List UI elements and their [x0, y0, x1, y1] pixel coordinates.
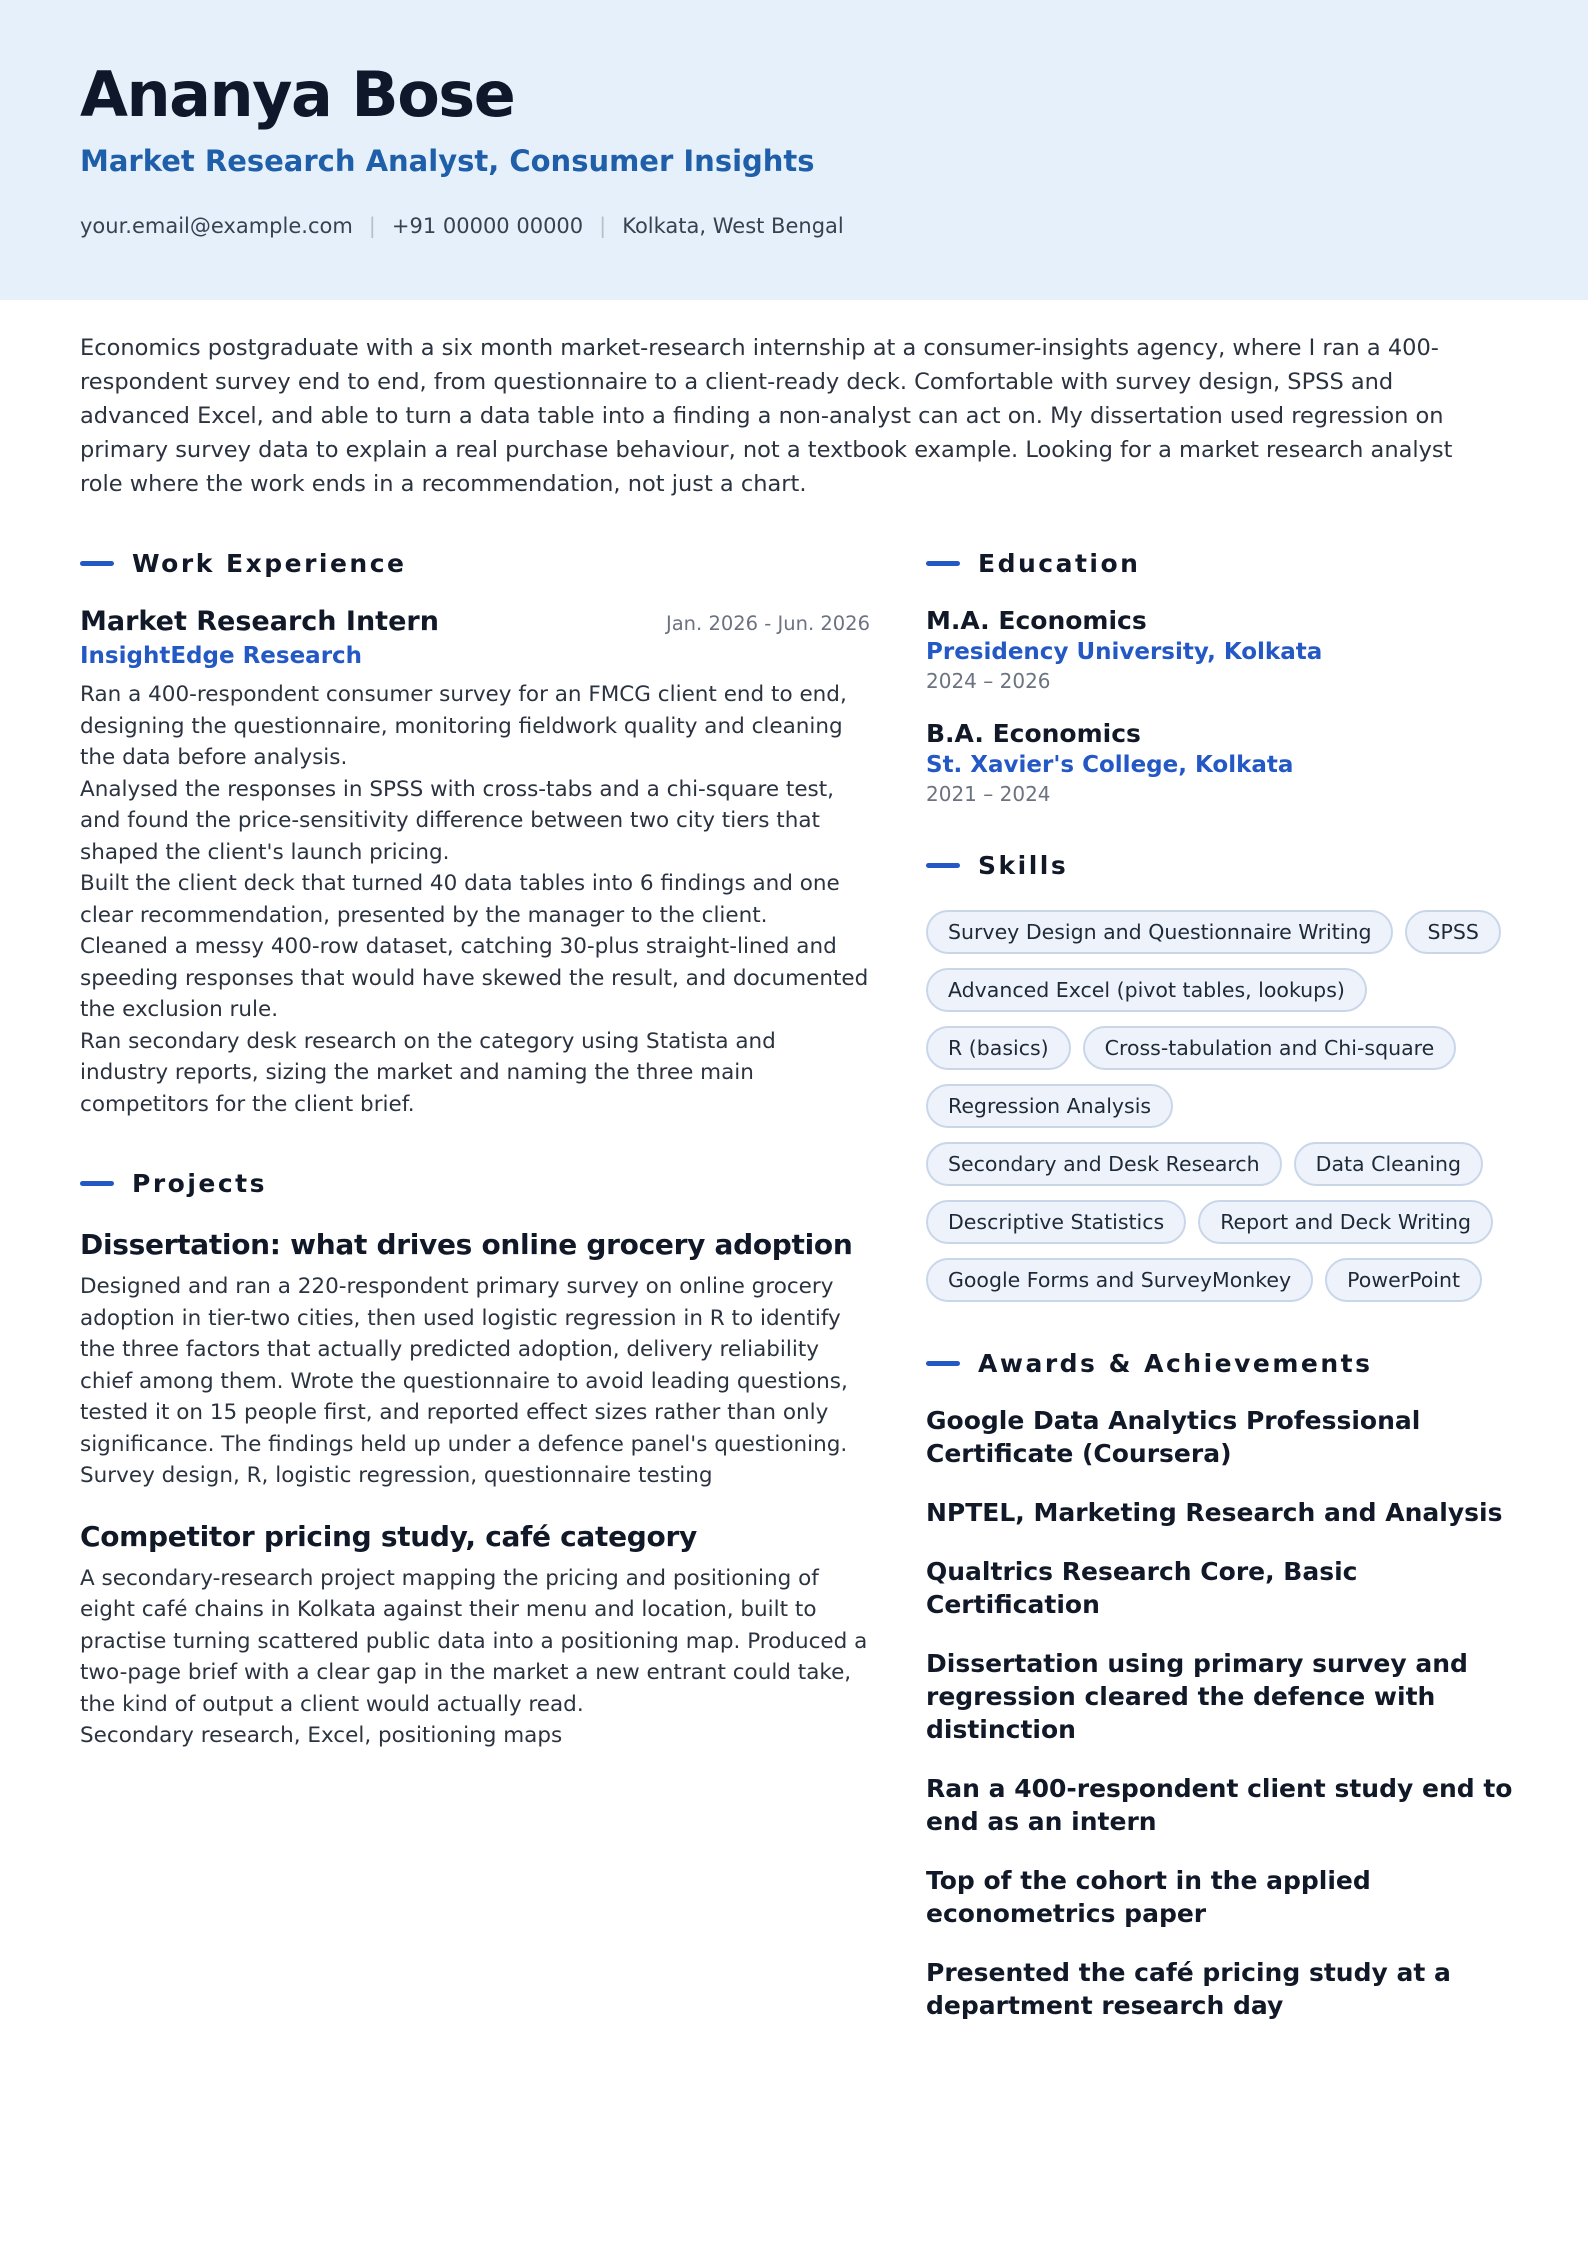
job-title: Market Research Intern: [80, 606, 439, 637]
contact-location: Kolkata, West Bengal: [622, 214, 844, 238]
award-item: Google Data Analytics Professional Certificate (Coursera): [926, 1406, 1421, 1468]
skill-chip: Descriptive Statistics: [926, 1200, 1186, 1244]
awards-heading: [926, 1348, 1516, 1378]
right-column: [926, 548, 1516, 2022]
section-title: Education: [978, 548, 1141, 578]
projects-heading: [80, 1168, 870, 1198]
skill-chip: Secondary and Desk Research: [926, 1142, 1282, 1186]
heading-accent-bar: [926, 863, 960, 868]
job-header: [80, 606, 870, 637]
job-bullet: Analysed the responses in SPSS with cross-tabs and a chi-square test, and found the price-sensitivity difference between two city tiers that shaped the client's launch pricing.: [80, 776, 835, 865]
project-tags: Survey design, R, logistic regression, questionnaire testing: [80, 1463, 713, 1488]
section-title: Skills: [978, 850, 1069, 880]
summary-paragraph: Economics postgraduate with a six month market-research internship at a consumer-insights agency, where I ran a 400-respondent survey end to end, from questionnaire to a client-ready deck. Comfortable with survey design, SPSS and advanced Excel, and able to turn a data table into a finding a non-analyst can act on. My dissertation used regression on primary survey data to explain a real purchase behaviour, not a textbook example. Looking for a market research analyst role where the work ends in a recommendation, not just a chart.: [80, 335, 1453, 497]
award-item: Qualtrics Research Core, Basic Certification: [926, 1557, 1358, 1619]
project-description: A secondary-research project mapping the pricing and positioning of eight café chains in Kolkata against their menu and location, built to practise turning scattered public data into a positioning map. Produced a two-page brief with a clear gap in the market a new entrant could take, the kind of output a client would actually read.: [80, 1565, 868, 1717]
skill-chip: Google Forms and SurveyMonkey: [926, 1258, 1313, 1302]
job-bullet: Built the client deck that turned 40 data tables into 6 findings and one clear recommendation, presented by the manager to the client.: [80, 871, 840, 928]
skill-chip: PowerPoint: [1325, 1258, 1482, 1302]
skill-chip: Report and Deck Writing: [1198, 1200, 1493, 1244]
job-dates: Jan. 2026 - Jun. 2026: [665, 612, 870, 635]
job-entry: [80, 606, 870, 1120]
contact-line: [80, 214, 844, 238]
contact-phone[interactable]: +91 00000 00000: [391, 214, 584, 238]
award-item: NPTEL, Marketing Research and Analysis: [926, 1498, 1503, 1527]
skill-chip: SPSS: [1405, 910, 1500, 954]
project-entry: [80, 1520, 870, 1752]
section-title: Work Experience: [132, 548, 407, 578]
skill-chip: Data Cleaning: [1294, 1142, 1483, 1186]
heading-accent-bar: [80, 1181, 114, 1186]
contact-separator: |: [368, 214, 376, 238]
project-title: Competitor pricing study, café category: [80, 1519, 697, 1553]
awards-list: [926, 1404, 1516, 2022]
section-title: Awards & Achievements: [978, 1348, 1373, 1378]
education-heading: [926, 548, 1516, 578]
award-item: Ran a 400-respondent client study end to end as an intern: [926, 1774, 1513, 1836]
project-description: Designed and ran a 220-respondent primary survey on online grocery adoption in tier-two cities, then used logistic regression in R to identify the three factors that actually predicted adoption, delivery reliability chief among them. Wrote the questionnaire to avoid leading questions, tested it on 15 people first, and reported effect sizes rather than only significance. The findings held up under a defence panel's questioning.: [80, 1274, 848, 1457]
education-school: St. Xavier's College, Kolkata: [926, 752, 1294, 778]
project-title: Dissertation: what drives online grocery adoption: [80, 1228, 853, 1261]
education-entry: [926, 606, 1516, 693]
project-entry: [80, 1228, 870, 1492]
candidate-headline: Market Research Analyst, Consumer Insights: [80, 144, 815, 178]
award-item: Top of the cohort in the applied econometrics paper: [926, 1866, 1371, 1928]
skill-chip: Regression Analysis: [926, 1084, 1173, 1128]
resume-header: [0, 0, 1588, 300]
skill-chip: Survey Design and Questionnaire Writing: [926, 910, 1393, 954]
award-item: Dissertation using primary survey and regression cleared the defence with distinction: [926, 1649, 1468, 1744]
education-years: 2021 – 2024: [926, 782, 1051, 806]
work-experience-heading: [80, 548, 870, 578]
project-tags: Secondary research, Excel, positioning maps: [80, 1723, 563, 1748]
skills-heading: [926, 850, 1516, 880]
education-degree: B.A. Economics: [926, 719, 1141, 748]
section-title: Projects: [132, 1168, 268, 1198]
heading-accent-bar: [926, 1361, 960, 1366]
contact-email[interactable]: your.email@example.com: [80, 214, 353, 238]
education-entry: [926, 719, 1516, 806]
job-bullet: Cleaned a messy 400-row dataset, catching 30-plus straight-lined and speeding responses that would have skewed the result, and documented the exclusion rule.: [80, 934, 869, 1022]
education-years: 2024 – 2026: [926, 669, 1051, 693]
skill-chip: R (basics): [926, 1026, 1071, 1070]
job-bullet: Ran secondary desk research on the category using Statista and industry reports, sizing the market and naming the three main competitors for the client brief.: [80, 1028, 776, 1117]
skills-list: [926, 910, 1516, 1302]
job-company: InsightEdge Research: [80, 643, 363, 669]
skill-chip: Cross-tabulation and Chi-square: [1083, 1026, 1457, 1070]
education-school: Presidency University, Kolkata: [926, 639, 1323, 665]
job-bullet: Ran a 400-respondent consumer survey for an FMCG client end to end, designing the questionnaire, monitoring fieldwork quality and cleaning the data before analysis.: [80, 682, 847, 770]
heading-accent-bar: [926, 561, 960, 566]
contact-separator: |: [599, 214, 607, 238]
skill-chip: Advanced Excel (pivot tables, lookups): [926, 968, 1367, 1012]
candidate-name: Ananya Bose: [80, 58, 515, 131]
left-column: [80, 548, 870, 1752]
education-degree: M.A. Economics: [926, 606, 1147, 635]
heading-accent-bar: [80, 561, 114, 566]
award-item: Presented the café pricing study at a department research day: [926, 1958, 1451, 2020]
job-bullets: [80, 679, 870, 1120]
